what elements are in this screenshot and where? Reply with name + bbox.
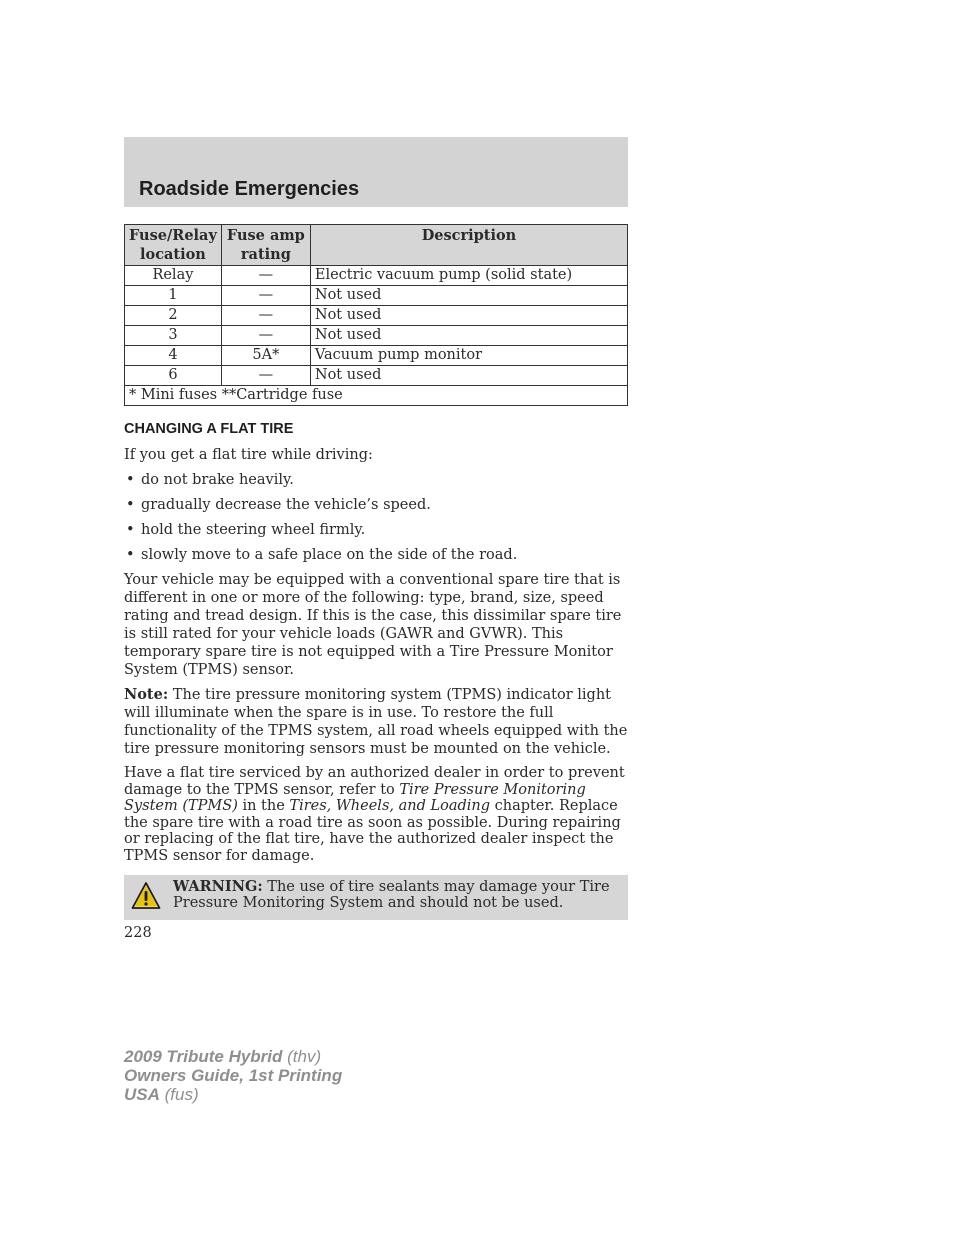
service-paragraph: [124, 765, 628, 864]
list-item: [124, 496, 628, 514]
cell-location: 3: [125, 326, 222, 346]
note-label: Note:: [124, 686, 169, 703]
footer-model-code: (thv): [282, 1047, 322, 1066]
cell-description: Not used: [310, 326, 627, 346]
cell-location: 6: [125, 366, 222, 386]
list-item-text: gradually decrease the vehicle’s speed.: [141, 497, 431, 513]
footer-guide: Owners Guide, 1st Printing: [124, 1066, 343, 1085]
cell-amp-rating: —: [221, 326, 310, 346]
cell-amp-rating: —: [221, 286, 310, 306]
note-text: The tire pressure monitoring system (TPMS) indicator light will illuminate when the spare is in use. To restore the full functionality of the TPMS system, all road wheels equipped with the tire pressure monitoring sensors must be mounted on the vehicle.: [124, 687, 628, 757]
cell-location: 2: [125, 306, 222, 326]
list-item-text: hold the steering wheel firmly.: [141, 522, 366, 538]
note-paragraph: [124, 686, 628, 758]
cell-location: Relay: [125, 266, 222, 286]
cell-amp-rating: —: [221, 266, 310, 286]
cell-amp-rating: —: [221, 366, 310, 386]
table-row: [125, 266, 628, 286]
column-header-description: Description: [310, 225, 627, 266]
cell-description: Electric vacuum pump (solid state): [310, 266, 627, 286]
cell-description: Vacuum pump monitor: [310, 346, 627, 366]
cell-description: Not used: [310, 306, 627, 326]
footer-line-2: [124, 1066, 342, 1085]
bullet-list: [124, 471, 628, 564]
list-item-text: do not brake heavily.: [141, 472, 294, 488]
service-text-b: in the: [237, 798, 290, 814]
cell-description: Not used: [310, 366, 627, 386]
tpms-reference: Tire Pressure Monitoring System (TPMS): [124, 781, 586, 814]
list-item: [124, 546, 628, 564]
table-footnote: * Mini fuses **Cartridge fuse: [125, 386, 628, 406]
service-text-c: chapter. Replace the spare tire with a road tire as soon as possible. During repairing or replacing of the flat tire, have the authorized dealer inspect the TPMS sensor for damage.: [124, 798, 621, 864]
page-number: 228: [124, 925, 152, 941]
column-header-location: Fuse/Relay location: [125, 225, 222, 266]
footer-line-1: [124, 1047, 342, 1066]
warning-triangle-icon: [131, 881, 161, 911]
table-row: [125, 346, 628, 366]
warning-label: WARNING:: [173, 878, 263, 895]
table-row: [125, 286, 628, 306]
list-item-text: slowly move to a safe place on the side of the road.: [141, 547, 518, 563]
bullet-icon: •: [126, 497, 135, 513]
list-item: [124, 521, 628, 539]
main-content: [124, 420, 628, 920]
table-row: [125, 366, 628, 386]
cell-amp-rating: 5A*: [221, 346, 310, 366]
bullet-icon: •: [126, 522, 135, 538]
tires-chapter-reference: Tires, Wheels, and Loading: [289, 798, 491, 814]
cell-location: 4: [125, 346, 222, 366]
column-header-amp-rating: Fuse amp rating: [221, 225, 310, 266]
intro-paragraph: If you get a flat tire while driving:: [124, 447, 373, 463]
warning-message: The use of tire sealants may damage your Tire Pressure Monitoring System and should not be used.: [173, 879, 610, 911]
section-title: Roadside Emergencies: [139, 178, 360, 200]
fuse-table: [124, 224, 628, 406]
table-row: [125, 306, 628, 326]
bullet-icon: •: [126, 472, 135, 488]
warning-text: [173, 879, 620, 911]
footer-line-3: [124, 1085, 342, 1104]
table-row: [125, 326, 628, 346]
footer-model: 2009 Tribute Hybrid: [124, 1047, 283, 1066]
footer-market-code: (fus): [159, 1085, 199, 1104]
footer-market: USA: [124, 1085, 160, 1104]
table-footnote-row: [125, 386, 628, 406]
cell-location: 1: [125, 286, 222, 306]
bullet-icon: •: [126, 547, 135, 563]
list-item: [124, 471, 628, 489]
document-footer: [124, 1047, 342, 1104]
cell-description: Not used: [310, 286, 627, 306]
warning-box: [124, 875, 628, 920]
cell-amp-rating: —: [221, 306, 310, 326]
spare-tire-paragraph: Your vehicle may be equipped with a conventional spare tire that is different in one or more of the following: type, brand, size, speed rating and tread design. If this is the case, this dissimilar spare tire is still rated for your vehicle loads (GAWR and GVWR). This temporary spare tire is not equipped with a Tire Pressure Monitor System (TPMS) sensor.: [124, 572, 622, 678]
service-text-a: Have a flat tire serviced by an authorized dealer in order to prevent damage to the TPMS sensor, refer to: [124, 765, 625, 798]
section-header-band: [124, 137, 628, 207]
table-header-row: [125, 225, 628, 266]
section-heading: CHANGING A FLAT TIRE: [124, 421, 294, 437]
